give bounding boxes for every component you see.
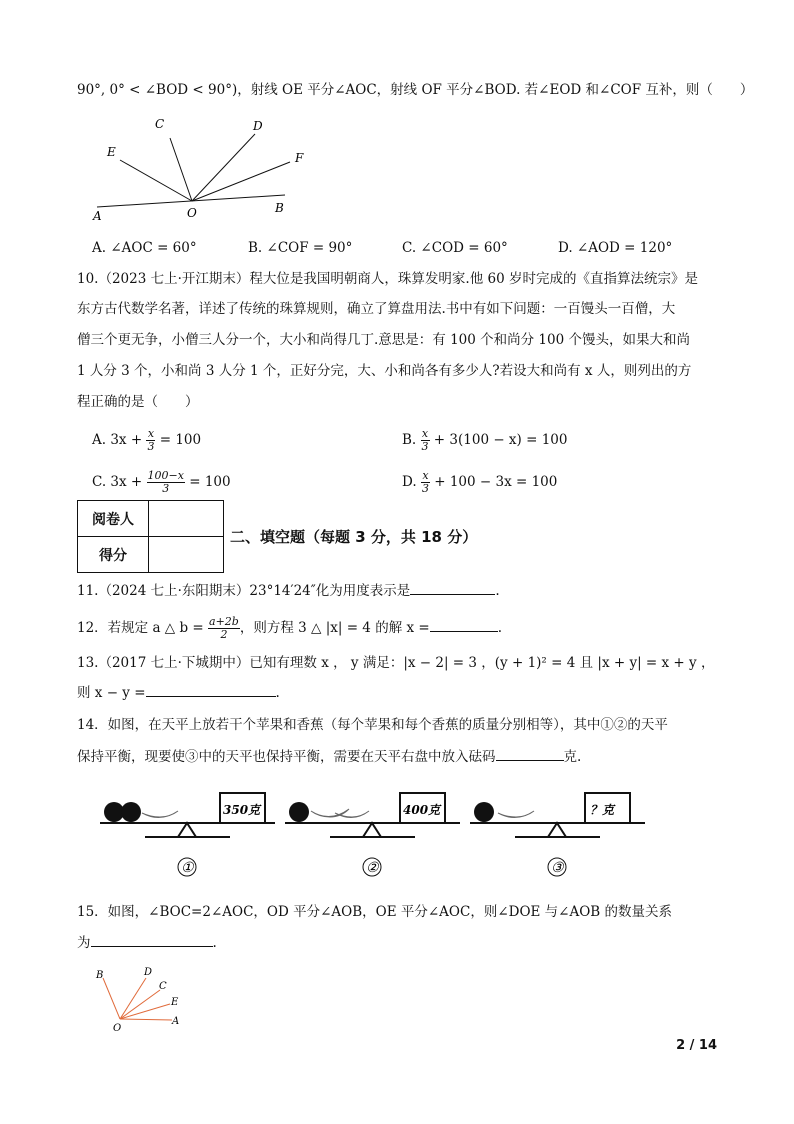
- balance-scale-3: [470, 793, 645, 876]
- q10-choice-b[interactable]: [402, 428, 567, 453]
- q15-end: .: [212, 935, 217, 951]
- q9-choice-c[interactable]: C. ∠COD = 60°: [402, 240, 508, 256]
- fig15-label-a: A: [172, 1016, 180, 1027]
- balance-scale-1: [100, 793, 275, 876]
- page-number: 2 / 14: [676, 1038, 717, 1053]
- q10-d-suffix: + 100 − 3x = 100: [429, 474, 558, 490]
- q14-line2-prefix: 保持平衡，现要使③中的天平也保持平衡，需要在天平右盘中放入砝码: [77, 749, 496, 765]
- scale-label-1: ①: [181, 860, 194, 876]
- q10-c-suffix: = 100: [184, 474, 231, 490]
- q12-fraction: [208, 616, 240, 641]
- q10-stem-line5: 程正确的是（ ）: [77, 394, 199, 410]
- q10-stem-line4: 1 人分 3 个，小和尚 3 人分 1 个，正好分完，大、小和尚各有多少人?若设大和尚有 x 人，则列出的方: [77, 363, 692, 379]
- fig9-label-b: B: [275, 201, 284, 215]
- q11-stem: [77, 580, 500, 601]
- q9-choice-b[interactable]: B. ∠COF = 90°: [248, 240, 353, 256]
- scale-label-2: ②: [366, 860, 379, 876]
- reviewer-cell[interactable]: [149, 501, 224, 537]
- fig15-label-b: B: [96, 970, 104, 981]
- banana-icon: [498, 811, 534, 818]
- scale-label-3: ③: [551, 860, 564, 876]
- q11-answer-blank[interactable]: [410, 580, 495, 595]
- score-label: 得分: [78, 537, 149, 573]
- q13-answer-blank[interactable]: [146, 682, 276, 697]
- section-title: 二、填空题（每题 3 分，共 18 分）: [230, 528, 478, 546]
- q12-stem: [77, 616, 502, 641]
- q13-stem-line2: [77, 682, 280, 703]
- apple-icon: [121, 802, 141, 822]
- q10-b-suffix: + 3(100 − x) = 100: [429, 432, 568, 448]
- score-table: [77, 500, 224, 573]
- q12-end: .: [497, 620, 502, 636]
- q12-answer-blank[interactable]: [430, 617, 498, 632]
- reviewer-label: 阅卷人: [78, 501, 149, 537]
- q13-line2-prefix: 则 x − y =: [77, 685, 146, 701]
- apple-icon: [474, 802, 494, 822]
- fig9-label-c: C: [155, 117, 165, 131]
- q11-end: .: [495, 583, 500, 599]
- q10-choice-a[interactable]: [92, 428, 201, 453]
- q10-a-den: 3: [147, 440, 155, 453]
- q10-d-prefix: D.: [402, 474, 421, 490]
- q10-c-num: 100−x: [147, 469, 184, 482]
- q9-choice-a[interactable]: A. ∠AOC = 60°: [92, 240, 197, 256]
- q15-stem-line1: 15．如图，∠BOC=2∠AOC，OD 平分∠AOB，OE 平分∠AOC，则∠DOE 与∠AOB 的数量关系: [77, 904, 673, 920]
- q10-a-num: x: [147, 427, 155, 440]
- q10-d-den: 3: [421, 482, 429, 495]
- score-cell[interactable]: [149, 537, 224, 573]
- q15-answer-blank[interactable]: [91, 932, 213, 947]
- q10-stem-line3: 僧三个更无争，小僧三人分一个，大小和尚得几丁.意思是：有 100 个和尚分 100 个馒头，如果大和尚: [77, 332, 690, 348]
- q9-choice-d[interactable]: D. ∠AOD = 120°: [558, 240, 673, 256]
- q13-stem-line1: 13.（2017 七上·下城期中）已知有理数 x ， y 满足：|x − 2| = 3 ，(y + 1)² = 4 且 |x + y| = x + y ，: [77, 655, 715, 671]
- weight-label-1: 350克: [223, 803, 261, 817]
- q10-stem-line2: 东方古代数学名著，详述了传统的珠算规则，确立了算盘用法.书中有如下问题：一百馒头一百僧，大: [77, 301, 676, 317]
- fig9-label-o: O: [187, 206, 197, 220]
- weight-label-3: ？克: [590, 803, 615, 817]
- fig9-label-f: F: [295, 151, 304, 165]
- q11-text: 11.（2024 七上·东阳期末）23°14′24″化为用度表示是: [77, 583, 411, 599]
- banana-icon: [142, 811, 178, 818]
- weight-label-2: 400克: [403, 803, 441, 817]
- q10-choice-d[interactable]: [402, 470, 557, 495]
- q12-suffix: ，则方程 3 △ |x| = 4 的解 x =: [239, 620, 430, 636]
- fig15-label-e: E: [171, 997, 179, 1008]
- q14-stem-line1: 14．如图，在天平上放若干个苹果和香蕉（每个苹果和每个香蕉的质量分别相等），其中①②的天平: [77, 717, 668, 733]
- q10-c-den: 3: [162, 482, 170, 495]
- q10-stem-line1: 10.（2023 七上·开江期末）程大位是我国明朝商人，珠算发明家.他 60 岁时完成的《直指算法统宗》是: [77, 271, 698, 287]
- fig15-label-c: C: [159, 981, 167, 992]
- q13-end: .: [275, 685, 280, 701]
- q15-stem-line2: [77, 932, 217, 953]
- q14-answer-blank[interactable]: [496, 746, 564, 761]
- q12-prefix: 12．若规定 a △ b =: [77, 620, 209, 636]
- q10-c-fraction: [147, 470, 185, 495]
- q14-balance-figure: [100, 775, 660, 887]
- q9-stem-line1: 90°, 0° < ∠BOD < 90°)，射线 OE 平分∠AOC，射线 OF 平分∠BOD. 若∠EOD 和∠COF 互补，则（ ）: [77, 82, 754, 98]
- apple-icon: [289, 802, 309, 822]
- q14-line2-suffix: 克.: [563, 749, 582, 765]
- fig9-label-d: D: [253, 119, 263, 133]
- fig15-label-d: D: [144, 967, 153, 978]
- q12-den: 2: [220, 628, 228, 641]
- q10-a-prefix: A. 3x +: [92, 432, 147, 448]
- q10-c-prefix: C. 3x +: [92, 474, 147, 490]
- q10-a-suffix: = 100: [155, 432, 202, 448]
- q15-angle-figure: [88, 962, 198, 1034]
- q10-d-fraction: [421, 470, 430, 495]
- q14-stem-line2: [77, 746, 581, 767]
- q10-b-num: x: [421, 427, 429, 440]
- balance-scale-2: [285, 793, 460, 876]
- fig15-label-o: O: [113, 1023, 122, 1034]
- q15-line2-prefix: 为: [77, 935, 91, 951]
- q10-b-prefix: B.: [402, 432, 421, 448]
- fig9-label-a: A: [93, 209, 102, 223]
- q10-d-num: x: [422, 469, 429, 482]
- q10-b-den: 3: [421, 440, 429, 453]
- q10-choice-c[interactable]: [92, 470, 231, 495]
- q12-num: a+2b: [209, 615, 239, 628]
- q9-angle-figure: [85, 112, 325, 224]
- fig9-label-e: E: [107, 145, 116, 159]
- q10-b-fraction: [421, 428, 430, 453]
